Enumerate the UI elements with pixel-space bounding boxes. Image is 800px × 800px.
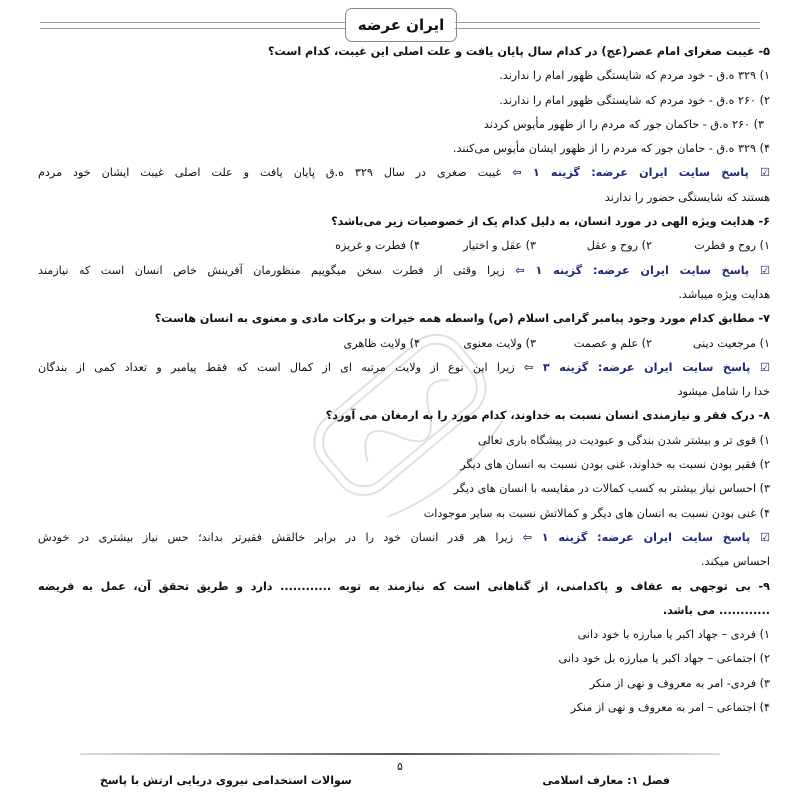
question-5-option-4: ۴) ۳۲۹ ه.ق - حامان جور که مردم را از ظهور ایشان مأیوس می‌کنند. xyxy=(452,142,770,156)
question-9-option-2: ۲) اجتماعی – جهاد اکبر یا مبارزه بل خود دانی xyxy=(558,652,770,666)
question-6-title: ۶- هدایت ویژه الهی در مورد انسان، به دلیل کدام یک از خصوصیات زیر می‌باشد؟ xyxy=(331,215,770,229)
question-7-option-1: ۱) مرجعیت دینی xyxy=(692,336,770,350)
question-7-answer-cont: خدا را شامل میشود xyxy=(677,385,770,399)
footer-chapter: فصل ۱: معارف اسلامی xyxy=(542,774,670,787)
question-7-option-4: ۴) ولایت ظاهری xyxy=(343,336,420,350)
question-7-answer xyxy=(38,356,770,380)
question-6-option-1: ۱) روح و فطرت xyxy=(694,239,770,253)
question-8-option-3: ۳) احساس نیاز بیشتر به کسب کمالات در مقایسه با انسان های دیگر xyxy=(453,482,770,496)
question-5-option-3: ۳) ۲۶۰ ه.ق - حاکمان جور که مردم را از ظهور مأیوس کردند xyxy=(483,117,764,131)
question-9-title-cont: ............ می باشد. xyxy=(662,603,770,617)
question-8-option-2: ۲) فقیر بودن نسبت به خداوند، غنی بودن نسبت به انسان های دیگر xyxy=(460,458,770,472)
question-6-option-3: ۳) عقل و اختیار xyxy=(463,239,536,253)
answer-label: ☑ پاسخ سایت ایران عرضه: گزینه ۱ ⇦ xyxy=(515,263,770,277)
question-7-title: ۷- مطابق کدام مورد وجود پیامبر گرامی اسلام (ص) واسطه همه خیرات و برکات مادی و معنوی به انسان هاست؟ xyxy=(154,312,770,326)
page-number: ۵ xyxy=(397,760,403,773)
question-5-option-1: ۱) ۳۲۹ ه.ق - خود مردم که شایستگی ظهور امام را ندارند. xyxy=(499,69,770,83)
question-8-option-4: ۴) غنی بودن نسبت به انسان های دیگر و کمالاتش نسبت به سایر موجودات xyxy=(423,506,770,520)
question-8-answer-cont: احساس میکند. xyxy=(701,555,770,569)
question-6-option-2: ۲) روح و عقل xyxy=(586,239,652,253)
question-6-options xyxy=(38,234,770,258)
question-9-option-3: ۳) فردی- امر به معروف و نهی از منکر xyxy=(589,676,770,690)
site-logo xyxy=(345,8,457,42)
answer-text: زیرا این نوع از ولایت مرتبه ای از کمال است که فقط پیامبر و تعداد کمی از بندگان xyxy=(38,360,515,374)
question-7-options xyxy=(38,332,770,356)
question-8-answer xyxy=(38,526,770,550)
answer-label: ☑ پاسخ سایت ایران عرضه: گزینه ۱ ⇦ xyxy=(512,166,770,180)
footer-rule xyxy=(80,753,720,755)
question-7-option-2: ۲) علم و عصمت xyxy=(573,336,652,350)
questions-content xyxy=(38,40,770,720)
question-9-title: ۹- بی توجهی به عفاف و پاکدامنی، از گناهانی است که نیازمند به توبه ............ دارد و طریق تحقق آن، عمل به فریضه xyxy=(38,579,770,593)
question-8-option-1: ۱) قوی تر و بیشتر شدن بندگی و عبودیت در پیشگاه باری تعالی xyxy=(477,433,770,447)
logo-text: ایران عرضه xyxy=(357,16,445,34)
header-rule-left xyxy=(40,22,345,29)
question-5-answer xyxy=(38,161,770,185)
answer-label: ☑ پاسخ سایت ایران عرضه: گزینه ۱ ⇦ xyxy=(522,530,770,544)
question-6-answer xyxy=(38,259,770,283)
header-rule-right xyxy=(455,22,760,29)
question-5-answer-cont: هستند که شایستگی حضور را ندارند xyxy=(604,190,770,204)
answer-text: غیبت صغری در سال ۳۲۹ ه.ق پایان یافت و علت اصلی غیبت ایشان خود مردم xyxy=(38,166,502,180)
question-7-option-3: ۳) ولایت معنوی xyxy=(463,336,536,350)
question-9-option-1: ۱) فردی – جهاد اکبر یا مبارزه با خود دانی xyxy=(577,628,770,642)
question-5-option-2: ۲) ۲۶۰ ه.ق - خود مردم که شایستگی ظهور امام را ندارند. xyxy=(499,93,770,107)
question-6-option-4: ۴) فطرت و غریزه xyxy=(335,239,420,253)
question-5-title: ۵- غیبت صغرای امام عصر(عج) در کدام سال پایان یافت و علت اصلی این غیبت، کدام است؟ xyxy=(267,45,770,58)
answer-text: زیرا وقتی از فطرت سخن میگوییم منظورمان آفرینش خاص انسان است که نیازمند xyxy=(38,263,505,277)
question-8-title: ۸- درک فقر و نیازمندی انسان نسبت به خداوند، کدام مورد را به ارمغان می آورد؟ xyxy=(325,409,770,423)
answer-label: ☑ پاسخ سایت ایران عرضه: گزینه ۳ ⇦ xyxy=(523,360,770,374)
question-6-answer-cont: هدایت ویژه میباشد. xyxy=(678,287,770,301)
answer-text: زیرا هر قدر انسان خود را در برابر خالقش فقیرتر بداند؛ حس نیاز بیشتری در خودش xyxy=(38,530,514,544)
footer-book-title: سوالات استخدامی نیروی دریایی ارتش با پاسخ xyxy=(100,774,352,787)
question-9-option-4: ۴) اجتماعی – امر به معروف و نهی از منکر xyxy=(570,701,770,715)
